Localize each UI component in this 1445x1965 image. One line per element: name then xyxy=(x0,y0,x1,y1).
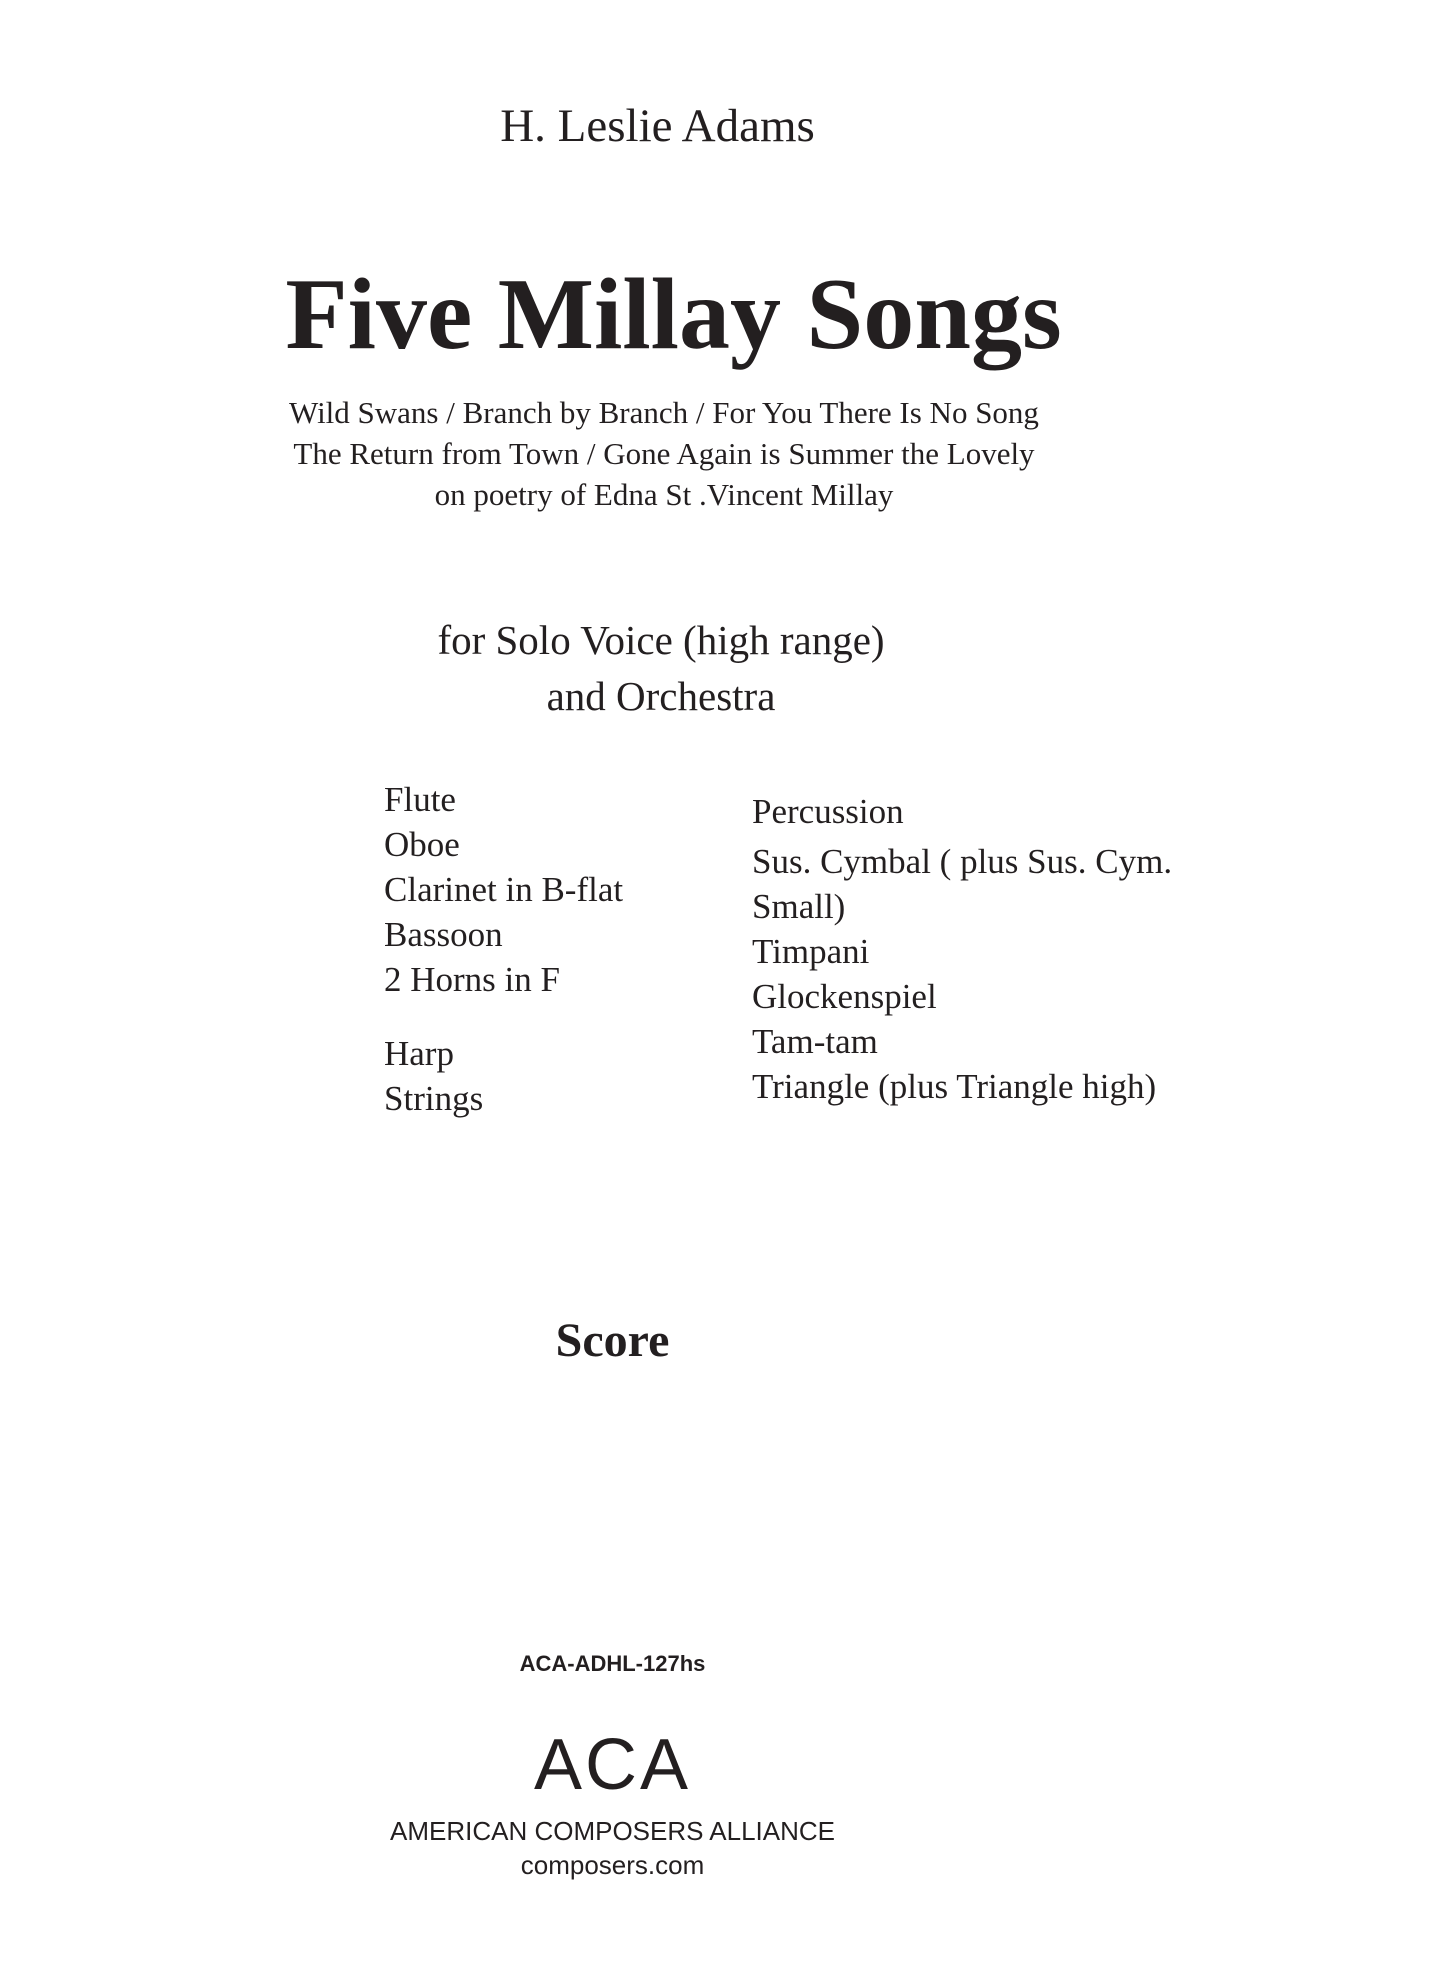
work-title: Five Millay Songs xyxy=(285,258,1062,371)
score-label: Score xyxy=(555,1314,670,1367)
instrument-item: Strings xyxy=(384,1079,484,1118)
instrument-item: 2 Horns in F xyxy=(384,960,560,999)
instrument-item: Tam-tam xyxy=(752,1022,878,1061)
percussion-heading: Percussion xyxy=(752,792,904,831)
composer-name: H. Leslie Adams xyxy=(500,100,815,152)
song-list-line-2: The Return from Town / Gone Again is Summer the Lovely xyxy=(293,436,1035,471)
instrument-item: Triangle (plus Triangle high) xyxy=(752,1067,1157,1106)
instrument-item: Harp xyxy=(384,1034,454,1073)
instrument-list-percussion xyxy=(752,789,1172,1109)
instrument-item: Oboe xyxy=(384,825,460,864)
instrument-item: Bassoon xyxy=(384,915,503,954)
scoring-line-1: for Solo Voice (high range) xyxy=(437,617,885,663)
instrument-list-winds xyxy=(384,777,623,1002)
instrument-list-others xyxy=(384,1031,483,1121)
instrument-item: Timpani xyxy=(752,932,870,971)
publisher-website: composers.com xyxy=(520,1850,705,1880)
instrument-item: Small) xyxy=(752,887,846,926)
poetry-credit: on poetry of Edna St .Vincent Millay xyxy=(434,477,894,512)
song-list xyxy=(0,392,1328,515)
song-list-line-1: Wild Swans / Branch by Branch / For You There Is No Song xyxy=(289,395,1039,430)
instrument-item: Sus. Cymbal ( plus Sus. Cym. xyxy=(752,842,1173,881)
instrument-item: Clarinet in B-flat xyxy=(384,870,624,909)
scoring xyxy=(0,612,1322,724)
instrument-item: Glockenspiel xyxy=(752,977,937,1016)
publisher-name: AMERICAN COMPOSERS ALLIANCE xyxy=(390,1816,835,1846)
scoring-line-2: and Orchestra xyxy=(546,673,776,719)
publisher-logo: ACA xyxy=(533,1725,692,1805)
instrument-item: Flute xyxy=(384,780,456,819)
catalog-number: ACA-ADHL-127hs xyxy=(519,1651,706,1676)
